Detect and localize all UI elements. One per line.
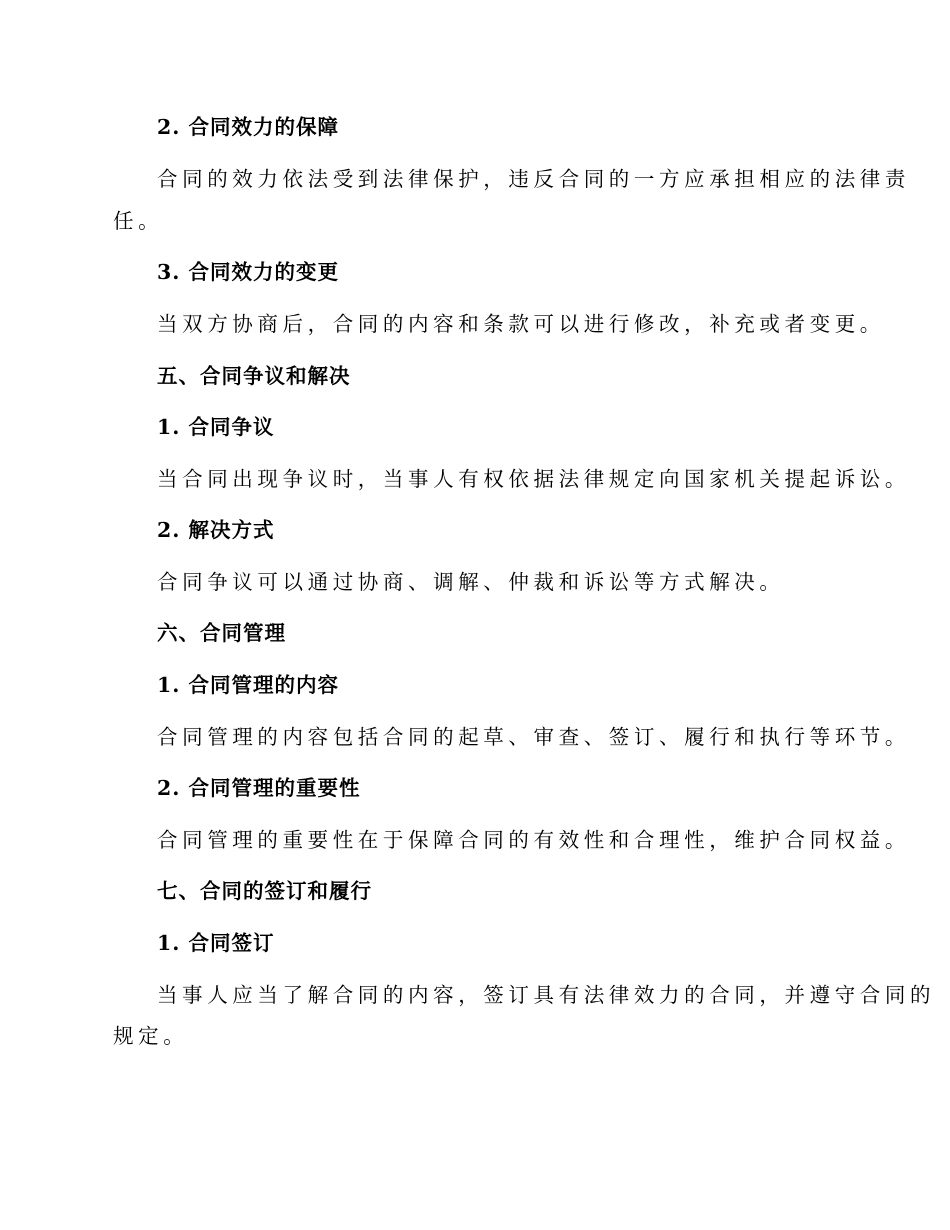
section-heading-management: 六、合同管理 [157, 621, 286, 645]
paragraph-line: 合同管理的内容包括合同的起草、审查、签订、履行和执行等环节。 [157, 725, 910, 749]
paragraph-line: 当事人应当了解合同的内容，签订具有法律效力的合同，并遵守合同的 [157, 983, 936, 1007]
subheading-contract-validity-change: 3. 合同效力的变更 [157, 260, 340, 284]
subheading-contract-dispute: 1. 合同争议 [157, 415, 275, 439]
section-heading-signing-performance: 七、合同的签订和履行 [157, 879, 372, 903]
subheading-management-importance: 2. 合同管理的重要性 [157, 776, 361, 800]
section-heading-disputes: 五、合同争议和解决 [157, 364, 351, 388]
subheading-contract-validity-protection: 2. 合同效力的保障 [157, 115, 340, 139]
subheading-contract-signing: 1. 合同签订 [157, 931, 275, 955]
paragraph-line: 合同争议可以通过协商、调解、仲裁和诉讼等方式解决。 [157, 570, 785, 594]
subheading-management-content: 1. 合同管理的内容 [157, 673, 340, 697]
paragraph-line: 合同的效力依法受到法律保护，违反合同的一方应承担相应的法律责 [157, 167, 910, 191]
paragraph-line: 任。 [113, 209, 164, 233]
subheading-resolution-methods: 2. 解决方式 [157, 518, 275, 542]
paragraph-line: 规定。 [113, 1024, 189, 1048]
paragraph-line: 当合同出现争议时，当事人有权依据法律规定向国家机关提起诉讼。 [157, 467, 910, 491]
paragraph-line: 当双方协商后，合同的内容和条款可以进行修改，补充或者变更。 [157, 312, 885, 336]
paragraph-line: 合同管理的重要性在于保障合同的有效性和合理性，维护合同权益。 [157, 828, 910, 852]
